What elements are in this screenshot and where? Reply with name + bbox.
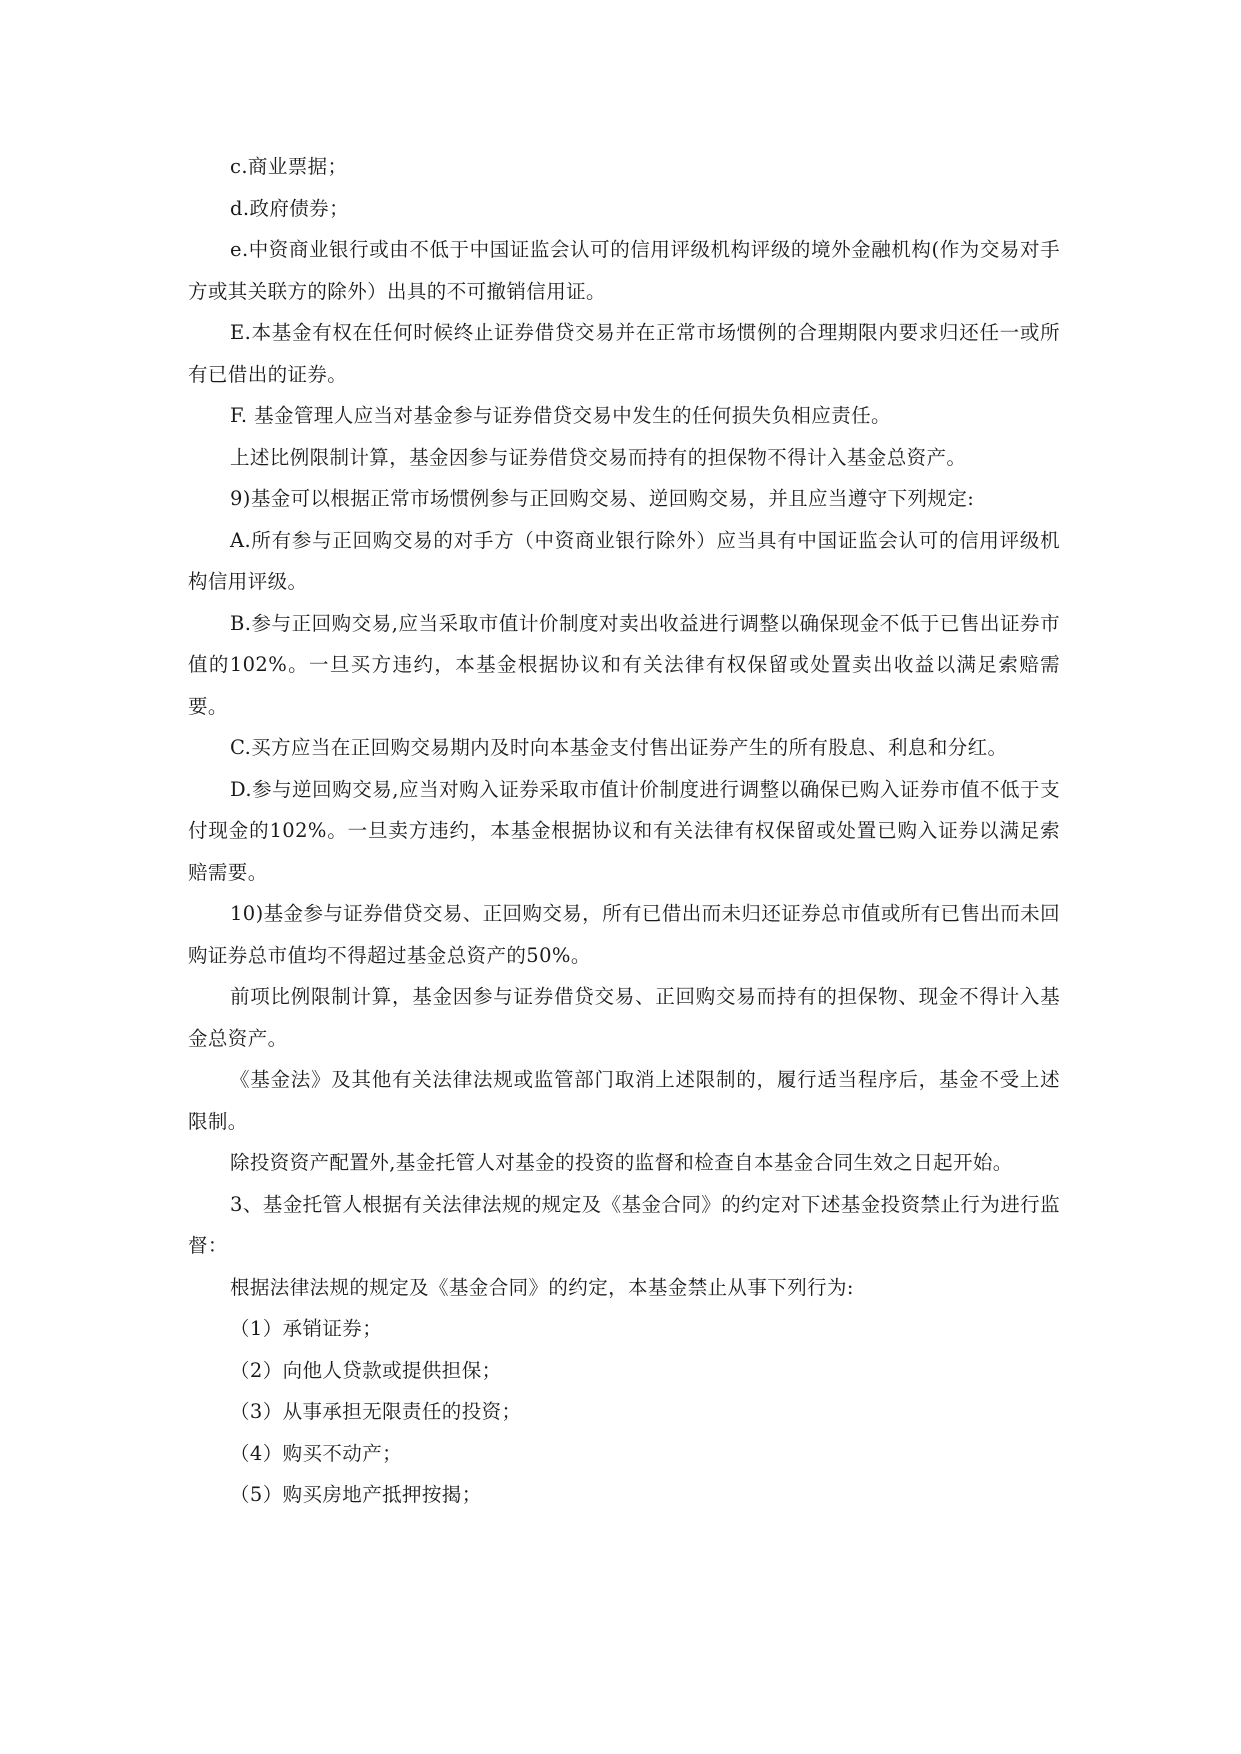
- paragraph: 除投资资产配置外,基金托管人对基金的投资的监督和检查自本基金合同生效之日起开始。: [230, 1151, 1013, 1174]
- document-body: [188, 146, 1060, 1516]
- paragraph: 前项比例限制计算，基金因参与证券借贷交易、正回购交易而持有的担保物、现金不得计入基金总资产。: [188, 985, 1060, 1050]
- paragraph: A.所有参与正回购交易的对手方（中资商业银行除外）应当具有中国证监会认可的信用评级机构信用评级。: [188, 528, 1060, 593]
- paragraph: 上述比例限制计算，基金因参与证券借贷交易而持有的担保物不得计入基金总资产。: [230, 445, 967, 469]
- paragraph: F. 基金管理人应当对基金参与证券借贷交易中发生的任何损失负相应责任。: [230, 404, 891, 427]
- paragraph: 根据法律法规的规定及《基金合同》的约定，本基金禁止从事下列行为:: [230, 1275, 854, 1299]
- paragraph: d.政府债券；: [230, 196, 349, 220]
- paragraph: C.买方应当在正回购交易期内及时向本基金支付售出证券产生的所有股息、利息和分红。: [230, 736, 1008, 759]
- paragraph: E.本基金有权在任何时候终止证券借贷交易并在正常市场惯例的合理期限内要求归还任一或所有已借出的证券。: [188, 321, 1060, 386]
- paragraph: B.参与正回购交易,应当采取市值计价制度对卖出收益进行调整以确保现金不低于已售出证券市值的102%。一旦买方违约，本基金根据协议和有关法律有权保留或处置卖出收益以满足索赔需要。: [188, 611, 1060, 718]
- list-item: （1）承销证券；: [230, 1317, 383, 1340]
- paragraph: 《基金法》及其他有关法律法规或监管部门取消上述限制的，履行适当程序后，基金不受上述限制。: [188, 1068, 1060, 1133]
- list-item: （2）向他人贷款或提供担保；: [230, 1358, 502, 1382]
- list-item: （4）购买不动产；: [230, 1441, 403, 1465]
- paragraph: D.参与逆回购交易,应当对购入证券采取市值计价制度进行调整以确保已购入证券市值不低于支付现金的102%。一旦卖方违约，本基金根据协议和有关法律有权保留或处置已购入证券以满足索赔需要。: [188, 777, 1060, 884]
- paragraph: 9)基金可以根据正常市场惯例参与正回购交易、逆回购交易，并且应当遵守下列规定:: [230, 487, 975, 510]
- list-item: （5）购买房地产抵押按揭；: [230, 1483, 482, 1506]
- paragraph: e.中资商业银行或由不低于中国证监会认可的信用评级机构评级的境外金融机构(作为交易对手方或其关联方的除外）出具的不可撤销信用证。: [188, 238, 1060, 303]
- list-item: （3）从事承担无限责任的投资；: [230, 1400, 522, 1423]
- paragraph: 3、基金托管人根据有关法律法规的规定及《基金合同》的约定对下述基金投资禁止行为进行监督：: [188, 1192, 1060, 1257]
- paragraph: c.商业票据；: [230, 155, 348, 178]
- paragraph: 10)基金参与证券借贷交易、正回购交易，所有已借出而未归还证券总市值或所有已售出而未回购证券总市值均不得超过基金总资产的50%。: [188, 902, 1060, 967]
